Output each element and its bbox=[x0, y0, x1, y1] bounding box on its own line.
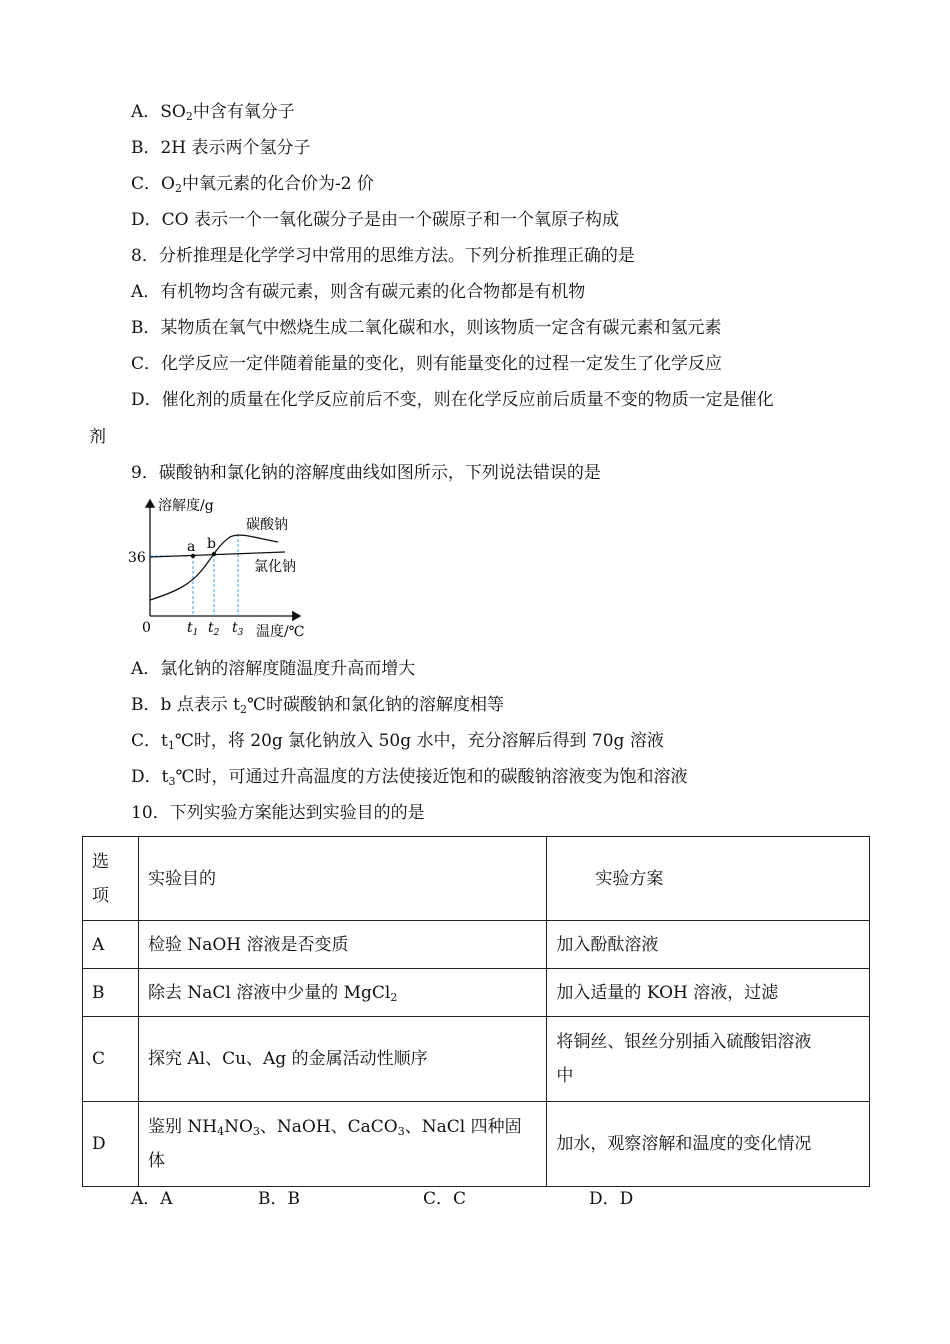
q9-option-b: B．b 点表示 $t_2℃$时碳酸钠和氯化钠的溶解度相等 bbox=[131, 695, 505, 716]
q8-option-c: C．化学反应一定伴随着能量的变化，则有能量变化的过程一定发生了化学反应 bbox=[131, 354, 723, 374]
x-tick-t1: $t_1$ bbox=[187, 620, 199, 638]
x-tick-t2: $t_2$ bbox=[208, 620, 220, 638]
y-label: 溶解度/g bbox=[158, 498, 214, 514]
row-plan: 加入适量的 KOH 溶液，过滤 bbox=[547, 969, 870, 1017]
table-row bbox=[83, 1102, 870, 1187]
point-b bbox=[212, 552, 216, 556]
q7-option-d: D．CO 表示一个一氧化碳分子是由一个碳原子和一个氧原子构成 bbox=[131, 210, 619, 230]
q7-option-a: A．$SO_2$中含有氧分子 bbox=[131, 102, 295, 123]
q10-choice-c: C．C bbox=[423, 1189, 467, 1209]
row-purpose: 鉴别 $NH_4NO_3$、NaOH、CaCO$_3$、NaCl 四种固 体 bbox=[138, 1102, 546, 1187]
q10-choice-d: D．D bbox=[589, 1189, 634, 1209]
row-option: D bbox=[83, 1102, 139, 1187]
row-plan: 加水，观察溶解和温度的变化情况 bbox=[547, 1102, 870, 1187]
header-option: 选 项 bbox=[83, 837, 139, 921]
row-option: B bbox=[83, 969, 139, 1017]
x-label: 温度/℃ bbox=[256, 624, 305, 640]
row-plan: 将铜丝、银丝分别插入硫酸铝溶液 中 bbox=[547, 1017, 870, 1102]
y-tick-36: 36 bbox=[128, 550, 146, 566]
label-point-a: a bbox=[187, 539, 196, 555]
label-series-nacl: 氯化钠 bbox=[254, 559, 296, 575]
series-nacl bbox=[150, 552, 285, 557]
experiment-table bbox=[82, 836, 870, 1187]
x-tick-t3: $t_3$ bbox=[232, 620, 244, 638]
q8-option-d: D．催化剂的质量在化学反应前后不变，则在化学反应前后质量不变的物质一定是催化 bbox=[131, 390, 774, 410]
header-plan: 实验方案 bbox=[547, 837, 870, 921]
table-row bbox=[83, 921, 870, 969]
q10-stem: 10．下列实验方案能达到实验目的的是 bbox=[131, 803, 425, 823]
q8-option-b: B．某物质在氧气中燃烧生成二氧化碳和水，则该物质一定含有碳元素和氢元素 bbox=[131, 318, 722, 338]
q7-option-c: C．$O_2$中氧元素的化合价为-2 价 bbox=[131, 174, 374, 195]
label-point-b: b bbox=[207, 536, 216, 552]
solubility-chart bbox=[120, 490, 330, 645]
header-purpose: 实验目的 bbox=[138, 837, 546, 921]
q8-option-d-cont: 剂 bbox=[89, 427, 106, 447]
q8-option-a: A．有机物均含有碳元素，则含有碳元素的化合物都是有机物 bbox=[131, 282, 586, 302]
row-purpose: 检验 NaOH 溶液是否变质 bbox=[138, 921, 546, 969]
q9-option-d: D．$t_3℃$时，可通过升高温度的方法使接近饱和的碳酸钠溶液变为饱和溶液 bbox=[131, 767, 688, 788]
q9-stem: 9．碳酸钠和氯化钠的溶解度曲线如图所示，下列说法错误的是 bbox=[131, 463, 601, 483]
row-option: A bbox=[83, 921, 139, 969]
row-plan: 加入酚酞溶液 bbox=[547, 921, 870, 969]
row-option: C bbox=[83, 1017, 139, 1102]
q7-option-b: B．2H 表示两个氢分子 bbox=[131, 138, 311, 158]
label-series-na2co3: 碳酸钠 bbox=[246, 517, 288, 533]
q10-choice-b: B．B bbox=[258, 1189, 300, 1209]
q8-stem: 8．分析推理是化学学习中常用的思维方法。下列分析推理正确的是 bbox=[131, 246, 635, 266]
origin-label: 0 bbox=[142, 620, 151, 636]
q9-option-c: C．$t_1℃$时，将 20g 氯化钠放入 50g 水中，充分溶解后得到 70g 溶液 bbox=[131, 731, 664, 752]
table-row bbox=[83, 1017, 870, 1102]
row-purpose: 除去 NaCl 溶液中少量的 MgCl$_2$ bbox=[138, 969, 546, 1017]
row-purpose: 探究 Al、Cu、Ag 的金属活动性顺序 bbox=[138, 1017, 546, 1102]
q9-option-a: A．氯化钠的溶解度随温度升高而增大 bbox=[131, 659, 416, 679]
q10-choice-a: A．A bbox=[131, 1189, 173, 1209]
table-row bbox=[83, 969, 870, 1017]
table-header-row bbox=[83, 837, 870, 921]
